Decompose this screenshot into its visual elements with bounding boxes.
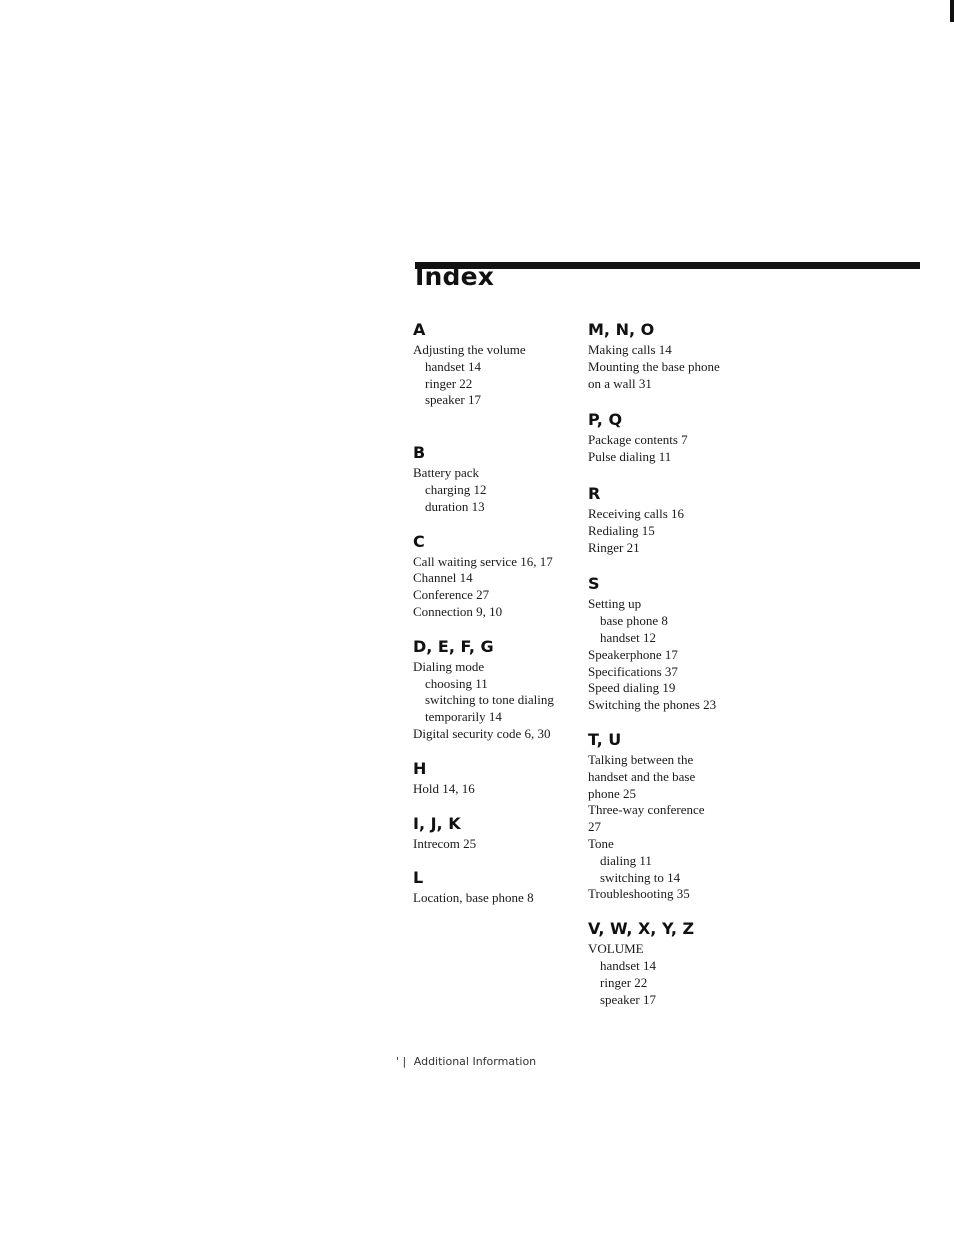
section-heading: D, E, F, G (413, 636, 494, 656)
index-section (413, 812, 583, 853)
index-column-right (588, 318, 758, 1008)
page-title: Index (415, 262, 495, 291)
index-section (588, 572, 758, 714)
page-edge-mark (950, 0, 954, 22)
index-entry: Talking between the (588, 751, 694, 767)
section-heading: B (413, 443, 426, 463)
index-section (413, 635, 583, 743)
index-entry: phone 25 (588, 785, 637, 801)
index-entry: Battery pack (413, 465, 480, 481)
index-entry: Speakerphone 17 (588, 646, 678, 662)
index-section (413, 530, 583, 621)
index-entry: Receiving calls 16 (588, 505, 685, 521)
index-section (413, 318, 583, 409)
index-entry: Setting up (588, 596, 642, 612)
index-section (588, 917, 758, 1008)
index-entry: Redialing 15 (588, 522, 655, 538)
index-entry: Making calls 14 (588, 342, 672, 357)
index-entry: Dialing mode (413, 658, 485, 674)
index-entry: Adjusting the volume (413, 342, 526, 357)
index-subentry: speaker 17 (600, 991, 656, 1007)
index-entry: Digital security code 6, 30 (413, 725, 551, 741)
index-entry: Hold 14, 16 (413, 780, 475, 796)
section-heading: A (413, 320, 426, 339)
index-entry: Mounting the base phone (588, 358, 720, 374)
index-subentry: duration 13 (425, 498, 485, 514)
index-subentry: base phone 8 (600, 613, 668, 629)
index-entry: Intrecom 25 (413, 835, 477, 851)
index-entry: Specifications 37 (588, 663, 678, 679)
index-section (588, 318, 758, 392)
section-heading: P, Q (588, 410, 623, 430)
index-subentry: handset 14 (425, 358, 481, 374)
index-section (588, 482, 758, 556)
section-heading: L (413, 868, 424, 888)
index-entry: Three-way conference (588, 802, 705, 818)
footer-section-title: Additional Information (413, 1055, 537, 1068)
index-entry: Channel 14 (413, 570, 473, 586)
footer-page-marker: ' (396, 1055, 400, 1068)
section-heading: S (588, 574, 600, 594)
index-subentry: charging 12 (425, 481, 487, 497)
section-heading: H (413, 758, 427, 778)
index-entry: Tone (588, 835, 614, 851)
index-column-left (413, 318, 583, 907)
footer-separator: | (402, 1055, 407, 1068)
index-entry: Location, base phone 8 (413, 890, 534, 906)
index-subentry: ringer 22 (600, 974, 648, 990)
index-entry: Ringer 21 (588, 539, 640, 555)
index-section (413, 866, 583, 907)
index-subentry: temporarily 14 (425, 709, 502, 725)
section-heading: T, U (588, 729, 622, 749)
section-heading: V, W, X, Y, Z (588, 919, 695, 939)
page-footer (396, 1055, 536, 1068)
index-section (588, 728, 758, 903)
index-subentry: switching to tone dialing (425, 692, 554, 708)
section-heading: I, J, K (413, 813, 461, 833)
index-entry: Call waiting service 16, 17 (413, 553, 553, 569)
index-subentry: dialing 11 (600, 852, 652, 868)
index-section (413, 441, 583, 515)
index-entry: Switching the phones 23 (588, 697, 717, 713)
index-entry: Package contents 7 (588, 432, 688, 448)
index-entry: Conference 27 (413, 587, 490, 603)
section-heading: M, N, O (588, 320, 655, 339)
index-subentry: switching to 14 (600, 869, 681, 885)
index-subentry: speaker 17 (425, 392, 481, 408)
index-entry: Troubleshooting 35 (588, 886, 690, 902)
section-heading: R (588, 483, 601, 503)
index-entry: 27 (588, 819, 601, 835)
index-entry: on a wall 31 (588, 375, 652, 391)
index-entry: handset and the base (588, 768, 696, 784)
index-section (413, 757, 583, 798)
section-heading: C (413, 531, 425, 551)
index-subentry: handset 14 (600, 957, 656, 973)
index-entry: Connection 9, 10 (413, 603, 503, 619)
index-subentry: handset 12 (600, 629, 656, 645)
index-entry: VOLUME (588, 941, 644, 957)
index-entry: Speed dialing 19 (588, 680, 676, 696)
index-entry: Pulse dialing 11 (588, 449, 672, 465)
index-subentry: ringer 22 (425, 375, 473, 391)
index-subentry: choosing 11 (425, 675, 488, 691)
index-section (588, 408, 758, 466)
